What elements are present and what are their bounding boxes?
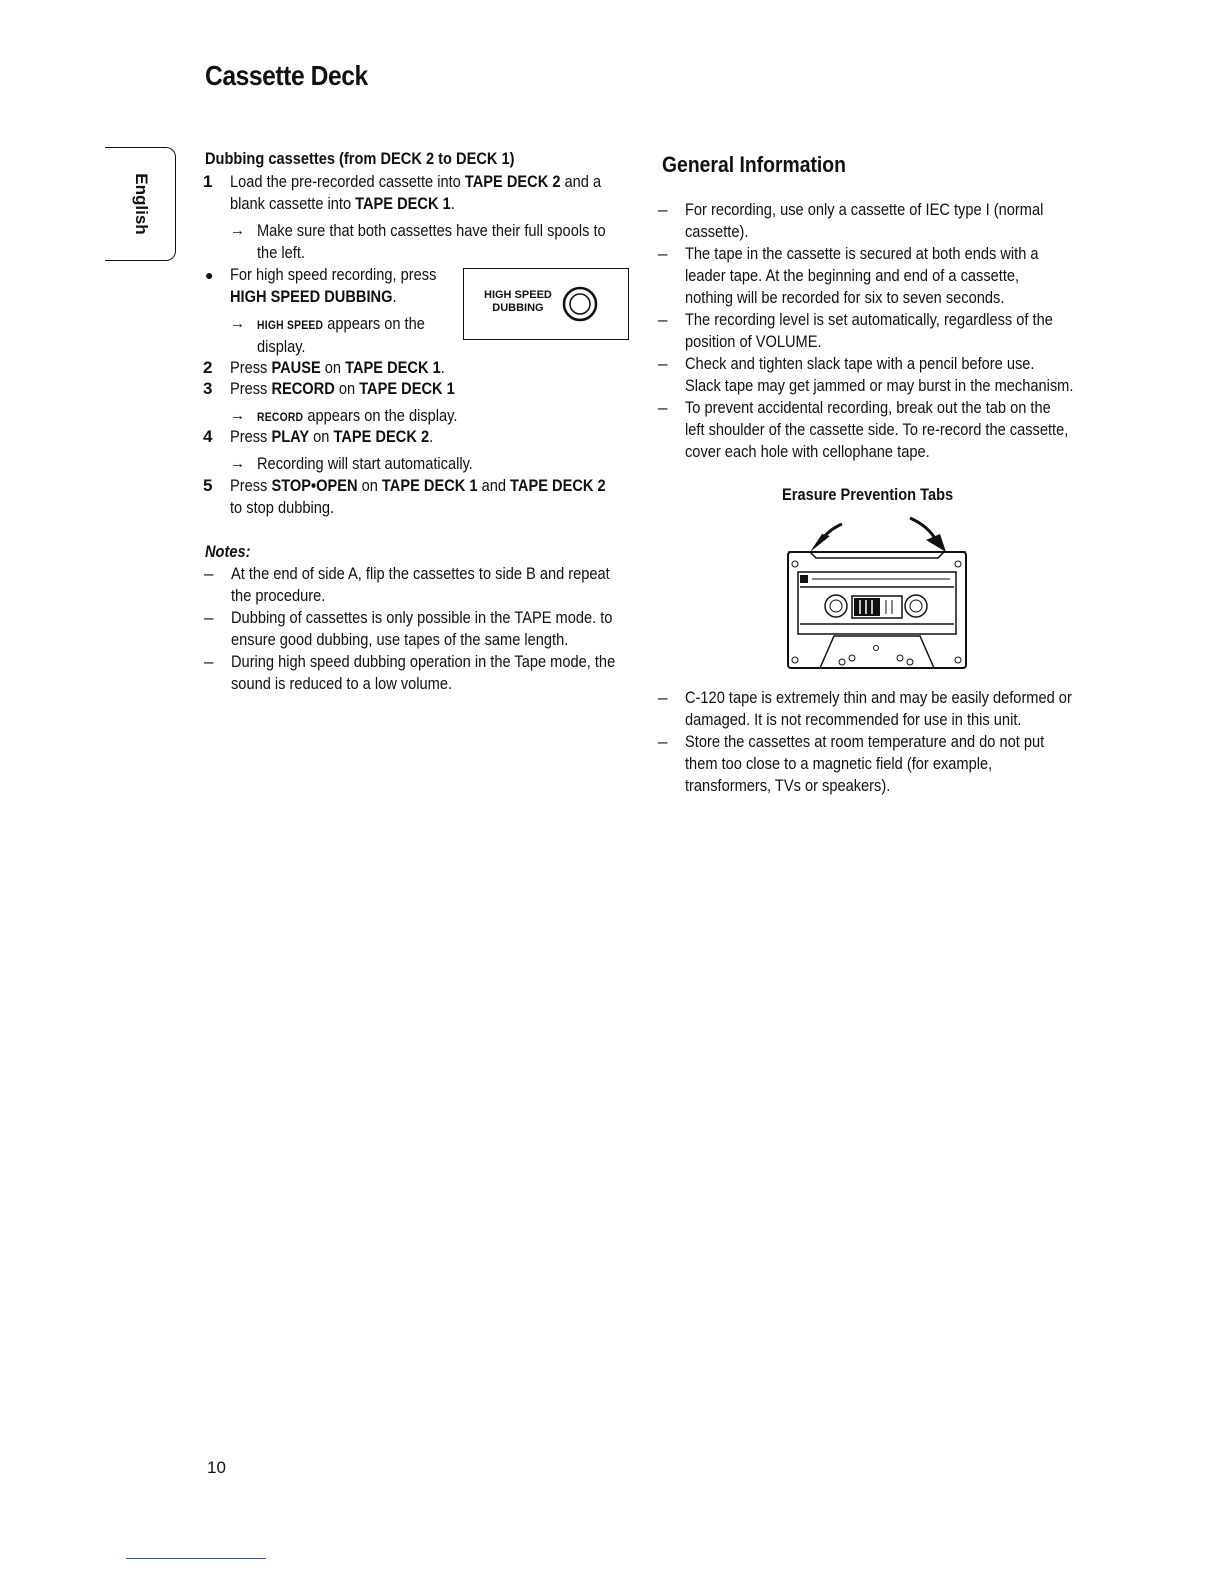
notes-item: – During high speed dubbing operation in the Tape mode, the sound is reduced to a low volume. (204, 652, 616, 693)
arrow-icon: → (230, 315, 245, 332)
notes-item: – Dubbing of cassettes is only possible in the TAPE mode. to ensure good dubbing, use tapes of the same length. (204, 608, 613, 649)
general-item: – For recording, use only a cassette of IEC type I (normal cassette). (658, 200, 1044, 241)
arrow-icon: → (230, 455, 245, 472)
arrow-right-icon (910, 518, 936, 540)
notes-heading: Notes: (205, 542, 251, 561)
cassette-illustration (780, 512, 970, 672)
arrow-left-head (810, 534, 830, 552)
page-title: Cassette Deck (205, 60, 368, 91)
language-tab (105, 147, 176, 261)
general-item: – C-120 tape is extremely thin and may be easily deformed or damaged. It is not recommended for use in this unit. (658, 688, 1072, 729)
arrow-icon: → (230, 222, 245, 239)
dubbing-step-4: 4 Press PLAY on TAPE DECK 2. (203, 427, 434, 446)
bullet-icon: ● (205, 267, 214, 283)
dubbing-note-4: → Recording will start automatically. (230, 454, 473, 473)
arrow-right-head (926, 534, 946, 552)
dubbing-note-3: → RECORD appears on the display. (230, 406, 458, 425)
general-item: – The tape in the cassette is secured at both ends with a leader tape. At the beginning and end of a cassette, nothing will be recorded for six to seven seconds. (658, 244, 1039, 307)
dubbing-step-2: 2 Press PAUSE on TAPE DECK 1. (203, 358, 445, 377)
dubbing-note-1: → Make sure that both cassettes have their full spools to the left. (230, 221, 606, 262)
hs-button-line1: HIGH SPEED (484, 289, 552, 301)
figure-caption: Erasure Prevention Tabs (782, 485, 954, 504)
dubbing-step-5: 5 Press STOP•OPEN on TAPE DECK 1 and TAPE DECK 2 to stop dubbing. (203, 476, 606, 517)
dubbing-step-3: 3 Press RECORD on TAPE DECK 1 (203, 379, 455, 398)
high-speed-dubbing-button-illustration (463, 268, 629, 340)
general-information-heading: General Information (662, 152, 846, 177)
general-item: – The recording level is set automatically, regardless of the position of VOLUME. (658, 310, 1053, 351)
general-item: – Store the cassettes at room temperature and do not put them too close to a magnetic field (for example, transformers, TVs or speakers). (658, 732, 1045, 795)
round-button-icon (561, 285, 599, 323)
page-number: 10 (207, 1458, 226, 1477)
arrow-icon: → (230, 407, 245, 424)
high-speed-bullet: ● For high speed recording, press HIGH SPEED DUBBING. (205, 265, 437, 306)
general-item: – To prevent accidental recording, break out the tab on the left shoulder of the cassette side. To re-record the cassette, cover each hole with cellophane tape. (658, 398, 1069, 461)
footer-divider (126, 1558, 266, 1559)
language-label: English (132, 173, 151, 235)
notes-item: – At the end of side A, flip the cassettes to side B and repeat the procedure. (204, 564, 610, 605)
high-speed-note: → HIGH SPEED appears on the display. (230, 314, 425, 356)
general-item: – Check and tighten slack tape with a pencil before use. Slack tape may get jammed or may burst in the mechanism. (658, 354, 1074, 395)
hs-button-line2: DUBBING (492, 302, 544, 314)
dubbing-step-1: 1 Load the pre-recorded cassette into TAPE DECK 2 and a blank cassette into TAPE DECK 1. (203, 172, 602, 213)
dubbing-heading: Dubbing cassettes (from DECK 2 to DECK 1) (205, 149, 515, 168)
